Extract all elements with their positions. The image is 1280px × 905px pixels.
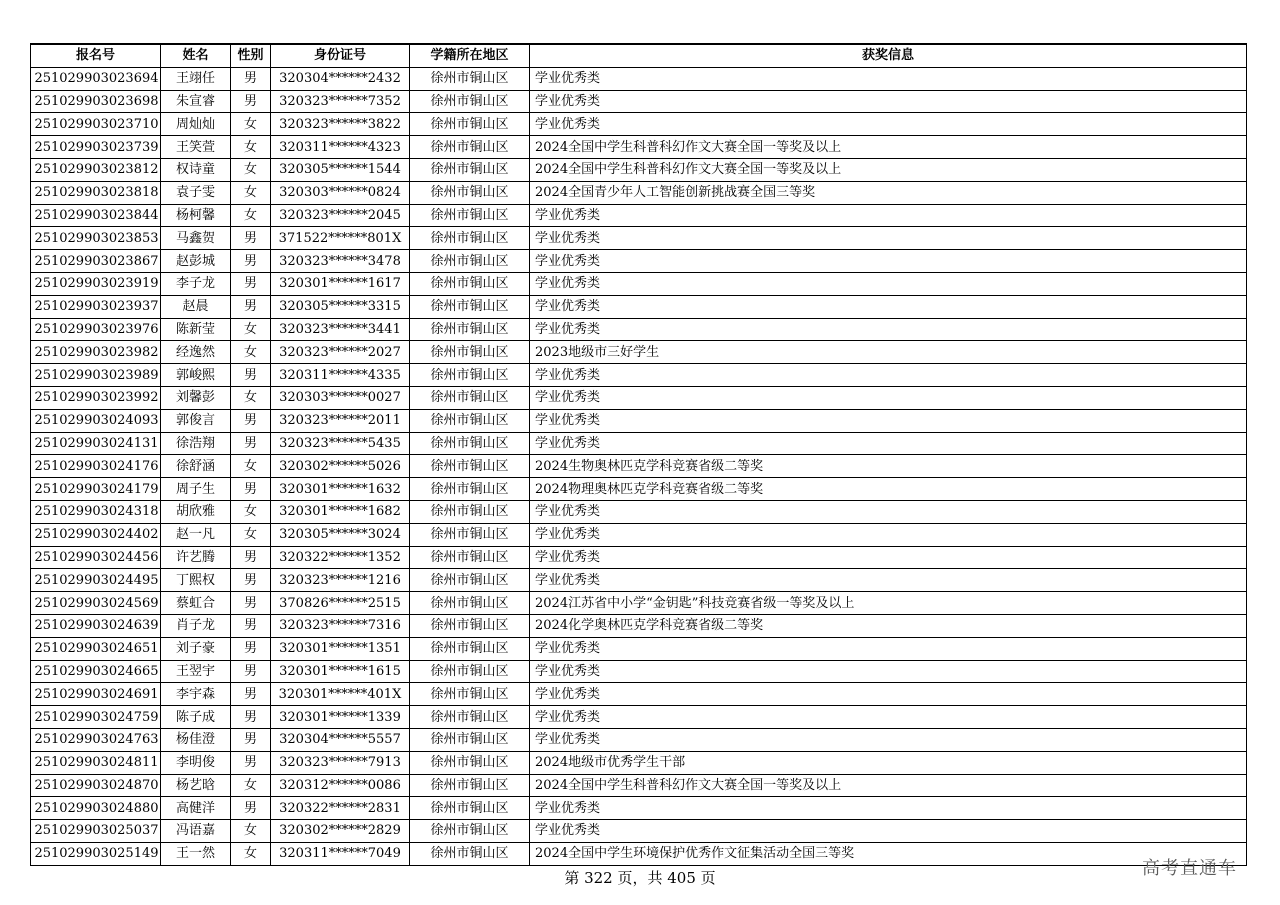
cell-gender: 男 xyxy=(231,478,271,501)
cell-school-region: 徐州市铜山区 xyxy=(410,592,530,615)
cell-award-info: 学业优秀类 xyxy=(530,546,1247,569)
table-row xyxy=(31,478,1247,501)
table-row xyxy=(31,546,1247,569)
cell-award-info: 学业优秀类 xyxy=(530,728,1247,751)
cell-award-info: 学业优秀类 xyxy=(530,67,1247,90)
cell-registration-number: 251029903023818 xyxy=(31,181,161,204)
cell-gender: 男 xyxy=(231,728,271,751)
table-row xyxy=(31,136,1247,159)
cell-registration-number: 251029903024402 xyxy=(31,523,161,546)
cell-id-number: 320304******5557 xyxy=(271,728,410,751)
cell-id-number: 320301******1682 xyxy=(271,500,410,523)
table-row xyxy=(31,660,1247,683)
cell-name: 赵一凡 xyxy=(161,523,231,546)
cell-award-info: 学业优秀类 xyxy=(530,432,1247,455)
header-id-number: 身份证号 xyxy=(271,44,410,67)
cell-award-info: 2024全国中学生科普科幻作文大赛全国一等奖及以上 xyxy=(530,774,1247,797)
cell-id-number: 320323******2011 xyxy=(271,409,410,432)
table-row xyxy=(31,158,1247,181)
table-row xyxy=(31,706,1247,729)
cell-gender: 女 xyxy=(231,318,271,341)
table-header-row xyxy=(31,44,1247,67)
cell-gender: 男 xyxy=(231,67,271,90)
cell-name: 蔡虹合 xyxy=(161,592,231,615)
cell-registration-number: 251029903024639 xyxy=(31,614,161,637)
cell-id-number: 320323******3441 xyxy=(271,318,410,341)
cell-award-info: 学业优秀类 xyxy=(530,797,1247,820)
cell-school-region: 徐州市铜山区 xyxy=(410,227,530,250)
cell-name: 李宇森 xyxy=(161,683,231,706)
cell-school-region: 徐州市铜山区 xyxy=(410,774,530,797)
cell-award-info: 学业优秀类 xyxy=(530,364,1247,387)
cell-registration-number: 251029903024651 xyxy=(31,637,161,660)
cell-award-info: 学业优秀类 xyxy=(530,113,1247,136)
cell-gender: 男 xyxy=(231,364,271,387)
cell-name: 袁子雯 xyxy=(161,181,231,204)
cell-school-region: 徐州市铜山区 xyxy=(410,797,530,820)
cell-id-number: 320323******1216 xyxy=(271,569,410,592)
header-award-info: 获奖信息 xyxy=(530,44,1247,67)
header-name: 姓名 xyxy=(161,44,231,67)
cell-school-region: 徐州市铜山区 xyxy=(410,250,530,273)
table-row xyxy=(31,569,1247,592)
cell-name: 李子龙 xyxy=(161,272,231,295)
table-row xyxy=(31,227,1247,250)
cell-id-number: 320305******1544 xyxy=(271,158,410,181)
table-row xyxy=(31,455,1247,478)
cell-gender: 女 xyxy=(231,774,271,797)
cell-id-number: 320301******1339 xyxy=(271,706,410,729)
cell-id-number: 320323******2045 xyxy=(271,204,410,227)
cell-gender: 男 xyxy=(231,227,271,250)
cell-award-info: 学业优秀类 xyxy=(530,386,1247,409)
cell-school-region: 徐州市铜山区 xyxy=(410,637,530,660)
cell-gender: 女 xyxy=(231,113,271,136)
cell-registration-number: 251029903024763 xyxy=(31,728,161,751)
cell-name: 徐舒涵 xyxy=(161,455,231,478)
cell-registration-number: 251029903024759 xyxy=(31,706,161,729)
cell-award-info: 2024全国中学生科普科幻作文大赛全国一等奖及以上 xyxy=(530,136,1247,159)
cell-id-number: 320322******2831 xyxy=(271,797,410,820)
cell-registration-number: 251029903024176 xyxy=(31,455,161,478)
page-number: 第 322 页，共 405 页 xyxy=(564,869,716,887)
registration-table xyxy=(30,43,1247,866)
table-row xyxy=(31,364,1247,387)
cell-id-number: 370826******2515 xyxy=(271,592,410,615)
header-registration-number: 报名号 xyxy=(31,44,161,67)
cell-award-info: 学业优秀类 xyxy=(530,295,1247,318)
table-row xyxy=(31,592,1247,615)
cell-id-number: 320323******7352 xyxy=(271,90,410,113)
table-row xyxy=(31,409,1247,432)
cell-school-region: 徐州市铜山区 xyxy=(410,546,530,569)
cell-name: 冯语嘉 xyxy=(161,820,231,843)
cell-id-number: 320322******1352 xyxy=(271,546,410,569)
table-row xyxy=(31,181,1247,204)
cell-gender: 女 xyxy=(231,136,271,159)
cell-gender: 男 xyxy=(231,90,271,113)
cell-school-region: 徐州市铜山区 xyxy=(410,820,530,843)
watermark-text: 高考直通车 xyxy=(1142,858,1237,879)
cell-gender: 男 xyxy=(231,637,271,660)
cell-award-info: 学业优秀类 xyxy=(530,660,1247,683)
cell-school-region: 徐州市铜山区 xyxy=(410,272,530,295)
cell-id-number: 320305******3024 xyxy=(271,523,410,546)
cell-id-number: 320323******2027 xyxy=(271,341,410,364)
cell-registration-number: 251029903023739 xyxy=(31,136,161,159)
cell-gender: 男 xyxy=(231,295,271,318)
cell-name: 胡欣雅 xyxy=(161,500,231,523)
cell-school-region: 徐州市铜山区 xyxy=(410,728,530,751)
cell-id-number: 320304******2432 xyxy=(271,67,410,90)
cell-name: 赵晨 xyxy=(161,295,231,318)
cell-award-info: 学业优秀类 xyxy=(530,500,1247,523)
cell-name: 经逸然 xyxy=(161,341,231,364)
cell-school-region: 徐州市铜山区 xyxy=(410,90,530,113)
cell-school-region: 徐州市铜山区 xyxy=(410,842,530,865)
cell-gender: 男 xyxy=(231,683,271,706)
cell-school-region: 徐州市铜山区 xyxy=(410,67,530,90)
cell-gender: 男 xyxy=(231,660,271,683)
cell-registration-number: 251029903023710 xyxy=(31,113,161,136)
cell-school-region: 徐州市铜山区 xyxy=(410,569,530,592)
cell-name: 李明俊 xyxy=(161,751,231,774)
cell-award-info: 学业优秀类 xyxy=(530,250,1247,273)
table-row xyxy=(31,774,1247,797)
cell-name: 郭峻熙 xyxy=(161,364,231,387)
cell-name: 陈新莹 xyxy=(161,318,231,341)
cell-id-number: 320301******1617 xyxy=(271,272,410,295)
cell-name: 周子生 xyxy=(161,478,231,501)
cell-school-region: 徐州市铜山区 xyxy=(410,181,530,204)
cell-school-region: 徐州市铜山区 xyxy=(410,364,530,387)
table-body xyxy=(31,67,1247,865)
cell-registration-number: 251029903024665 xyxy=(31,660,161,683)
cell-school-region: 徐州市铜山区 xyxy=(410,295,530,318)
cell-award-info: 学业优秀类 xyxy=(530,569,1247,592)
cell-award-info: 学业优秀类 xyxy=(530,204,1247,227)
cell-award-info: 学业优秀类 xyxy=(530,272,1247,295)
cell-gender: 女 xyxy=(231,523,271,546)
cell-id-number: 320302******2829 xyxy=(271,820,410,843)
table-row xyxy=(31,820,1247,843)
cell-school-region: 徐州市铜山区 xyxy=(410,751,530,774)
table-row xyxy=(31,728,1247,751)
cell-id-number: 320323******3478 xyxy=(271,250,410,273)
cell-gender: 女 xyxy=(231,455,271,478)
table-row xyxy=(31,204,1247,227)
table-row xyxy=(31,432,1247,455)
cell-gender: 男 xyxy=(231,614,271,637)
cell-registration-number: 251029903023844 xyxy=(31,204,161,227)
cell-school-region: 徐州市铜山区 xyxy=(410,158,530,181)
table-row xyxy=(31,523,1247,546)
table-row xyxy=(31,637,1247,660)
cell-registration-number: 251029903024691 xyxy=(31,683,161,706)
cell-id-number: 320305******3315 xyxy=(271,295,410,318)
table-row xyxy=(31,250,1247,273)
table-row xyxy=(31,797,1247,820)
cell-registration-number: 251029903024318 xyxy=(31,500,161,523)
cell-gender: 男 xyxy=(231,546,271,569)
cell-registration-number: 251029903024131 xyxy=(31,432,161,455)
cell-name: 王翊任 xyxy=(161,67,231,90)
cell-gender: 男 xyxy=(231,432,271,455)
cell-id-number: 371522******801X xyxy=(271,227,410,250)
cell-award-info: 学业优秀类 xyxy=(530,637,1247,660)
cell-award-info: 学业优秀类 xyxy=(530,409,1247,432)
cell-gender: 男 xyxy=(231,797,271,820)
cell-award-info: 学业优秀类 xyxy=(530,523,1247,546)
cell-name: 杨佳澄 xyxy=(161,728,231,751)
cell-name: 王一然 xyxy=(161,842,231,865)
cell-id-number: 320312******0086 xyxy=(271,774,410,797)
cell-award-info: 学业优秀类 xyxy=(530,90,1247,113)
cell-school-region: 徐州市铜山区 xyxy=(410,500,530,523)
cell-gender: 女 xyxy=(231,181,271,204)
cell-school-region: 徐州市铜山区 xyxy=(410,432,530,455)
table-row xyxy=(31,67,1247,90)
cell-gender: 男 xyxy=(231,592,271,615)
cell-id-number: 320323******7316 xyxy=(271,614,410,637)
table-row xyxy=(31,842,1247,865)
table-row xyxy=(31,318,1247,341)
cell-gender: 男 xyxy=(231,569,271,592)
cell-award-info: 2024地级市优秀学生干部 xyxy=(530,751,1247,774)
cell-name: 周灿灿 xyxy=(161,113,231,136)
cell-name: 许艺腾 xyxy=(161,546,231,569)
cell-award-info: 学业优秀类 xyxy=(530,683,1247,706)
cell-school-region: 徐州市铜山区 xyxy=(410,341,530,364)
cell-gender: 男 xyxy=(231,751,271,774)
cell-registration-number: 251029903023867 xyxy=(31,250,161,273)
cell-name: 刘子豪 xyxy=(161,637,231,660)
cell-school-region: 徐州市铜山区 xyxy=(410,614,530,637)
cell-registration-number: 251029903023812 xyxy=(31,158,161,181)
cell-id-number: 320323******5435 xyxy=(271,432,410,455)
cell-award-info: 2024化学奥林匹克学科竞赛省级二等奖 xyxy=(530,614,1247,637)
cell-id-number: 320302******5026 xyxy=(271,455,410,478)
cell-registration-number: 251029903023976 xyxy=(31,318,161,341)
header-school-region: 学籍所在地区 xyxy=(410,44,530,67)
cell-award-info: 2024全国中学生科普科幻作文大赛全国一等奖及以上 xyxy=(530,158,1247,181)
cell-school-region: 徐州市铜山区 xyxy=(410,706,530,729)
cell-id-number: 320301******1632 xyxy=(271,478,410,501)
cell-school-region: 徐州市铜山区 xyxy=(410,683,530,706)
cell-registration-number: 251029903024495 xyxy=(31,569,161,592)
cell-id-number: 320323******3822 xyxy=(271,113,410,136)
cell-school-region: 徐州市铜山区 xyxy=(410,318,530,341)
cell-school-region: 徐州市铜山区 xyxy=(410,386,530,409)
table-row xyxy=(31,386,1247,409)
cell-id-number: 320311******4335 xyxy=(271,364,410,387)
cell-award-info: 2024全国中学生环境保护优秀作文征集活动全国三等奖 xyxy=(530,842,1247,865)
cell-registration-number: 251029903023982 xyxy=(31,341,161,364)
cell-id-number: 320301******401X xyxy=(271,683,410,706)
cell-gender: 女 xyxy=(231,386,271,409)
cell-school-region: 徐州市铜山区 xyxy=(410,409,530,432)
cell-name: 刘馨彭 xyxy=(161,386,231,409)
cell-award-info: 学业优秀类 xyxy=(530,706,1247,729)
cell-gender: 男 xyxy=(231,272,271,295)
table-row xyxy=(31,90,1247,113)
cell-gender: 女 xyxy=(231,341,271,364)
cell-school-region: 徐州市铜山区 xyxy=(410,660,530,683)
cell-gender: 女 xyxy=(231,158,271,181)
cell-registration-number: 251029903023989 xyxy=(31,364,161,387)
cell-name: 朱宣睿 xyxy=(161,90,231,113)
cell-award-info: 学业优秀类 xyxy=(530,227,1247,250)
cell-id-number: 320301******1351 xyxy=(271,637,410,660)
cell-name: 郭俊言 xyxy=(161,409,231,432)
cell-gender: 女 xyxy=(231,842,271,865)
cell-award-info: 2024物理奥林匹克学科竞赛省级二等奖 xyxy=(530,478,1247,501)
cell-registration-number: 251029903025149 xyxy=(31,842,161,865)
cell-school-region: 徐州市铜山区 xyxy=(410,523,530,546)
cell-registration-number: 251029903023992 xyxy=(31,386,161,409)
table-row xyxy=(31,614,1247,637)
table-row xyxy=(31,751,1247,774)
cell-name: 杨艺晗 xyxy=(161,774,231,797)
cell-registration-number: 251029903024179 xyxy=(31,478,161,501)
cell-name: 肖子龙 xyxy=(161,614,231,637)
cell-id-number: 320301******1615 xyxy=(271,660,410,683)
cell-gender: 男 xyxy=(231,250,271,273)
cell-gender: 女 xyxy=(231,204,271,227)
cell-gender: 男 xyxy=(231,706,271,729)
cell-registration-number: 251029903025037 xyxy=(31,820,161,843)
cell-registration-number: 251029903024093 xyxy=(31,409,161,432)
cell-id-number: 320311******4323 xyxy=(271,136,410,159)
cell-gender: 女 xyxy=(231,820,271,843)
cell-school-region: 徐州市铜山区 xyxy=(410,455,530,478)
cell-registration-number: 251029903023694 xyxy=(31,67,161,90)
table-row xyxy=(31,683,1247,706)
cell-name: 王笑萱 xyxy=(161,136,231,159)
cell-name: 王翌宇 xyxy=(161,660,231,683)
cell-award-info: 学业优秀类 xyxy=(530,820,1247,843)
cell-school-region: 徐州市铜山区 xyxy=(410,204,530,227)
table-row xyxy=(31,272,1247,295)
cell-name: 权诗童 xyxy=(161,158,231,181)
table-row xyxy=(31,341,1247,364)
cell-name: 丁熙权 xyxy=(161,569,231,592)
cell-registration-number: 251029903024456 xyxy=(31,546,161,569)
cell-registration-number: 251029903023919 xyxy=(31,272,161,295)
cell-award-info: 2024生物奥林匹克学科竞赛省级二等奖 xyxy=(530,455,1247,478)
cell-gender: 女 xyxy=(231,500,271,523)
header-gender: 性别 xyxy=(231,44,271,67)
cell-name: 杨柯馨 xyxy=(161,204,231,227)
cell-name: 马鑫贺 xyxy=(161,227,231,250)
cell-registration-number: 251029903024870 xyxy=(31,774,161,797)
cell-id-number: 320323******7913 xyxy=(271,751,410,774)
cell-award-info: 2023地级市三好学生 xyxy=(530,341,1247,364)
table-row xyxy=(31,500,1247,523)
cell-award-info: 2024江苏省中小学“金钥匙”科技竞赛省级一等奖及以上 xyxy=(530,592,1247,615)
cell-school-region: 徐州市铜山区 xyxy=(410,478,530,501)
cell-name: 徐浩翔 xyxy=(161,432,231,455)
cell-registration-number: 251029903024880 xyxy=(31,797,161,820)
cell-school-region: 徐州市铜山区 xyxy=(410,113,530,136)
cell-registration-number: 251029903024811 xyxy=(31,751,161,774)
cell-registration-number: 251029903024569 xyxy=(31,592,161,615)
cell-award-info: 2024全国青少年人工智能创新挑战赛全国三等奖 xyxy=(530,181,1247,204)
cell-school-region: 徐州市铜山区 xyxy=(410,136,530,159)
table-row xyxy=(31,113,1247,136)
cell-id-number: 320303******0824 xyxy=(271,181,410,204)
cell-id-number: 320303******0027 xyxy=(271,386,410,409)
cell-id-number: 320311******7049 xyxy=(271,842,410,865)
cell-award-info: 学业优秀类 xyxy=(530,318,1247,341)
table-row xyxy=(31,295,1247,318)
cell-name: 赵彭城 xyxy=(161,250,231,273)
cell-name: 高健洋 xyxy=(161,797,231,820)
cell-registration-number: 251029903023853 xyxy=(31,227,161,250)
cell-name: 陈子成 xyxy=(161,706,231,729)
cell-registration-number: 251029903023937 xyxy=(31,295,161,318)
cell-registration-number: 251029903023698 xyxy=(31,90,161,113)
cell-gender: 男 xyxy=(231,409,271,432)
